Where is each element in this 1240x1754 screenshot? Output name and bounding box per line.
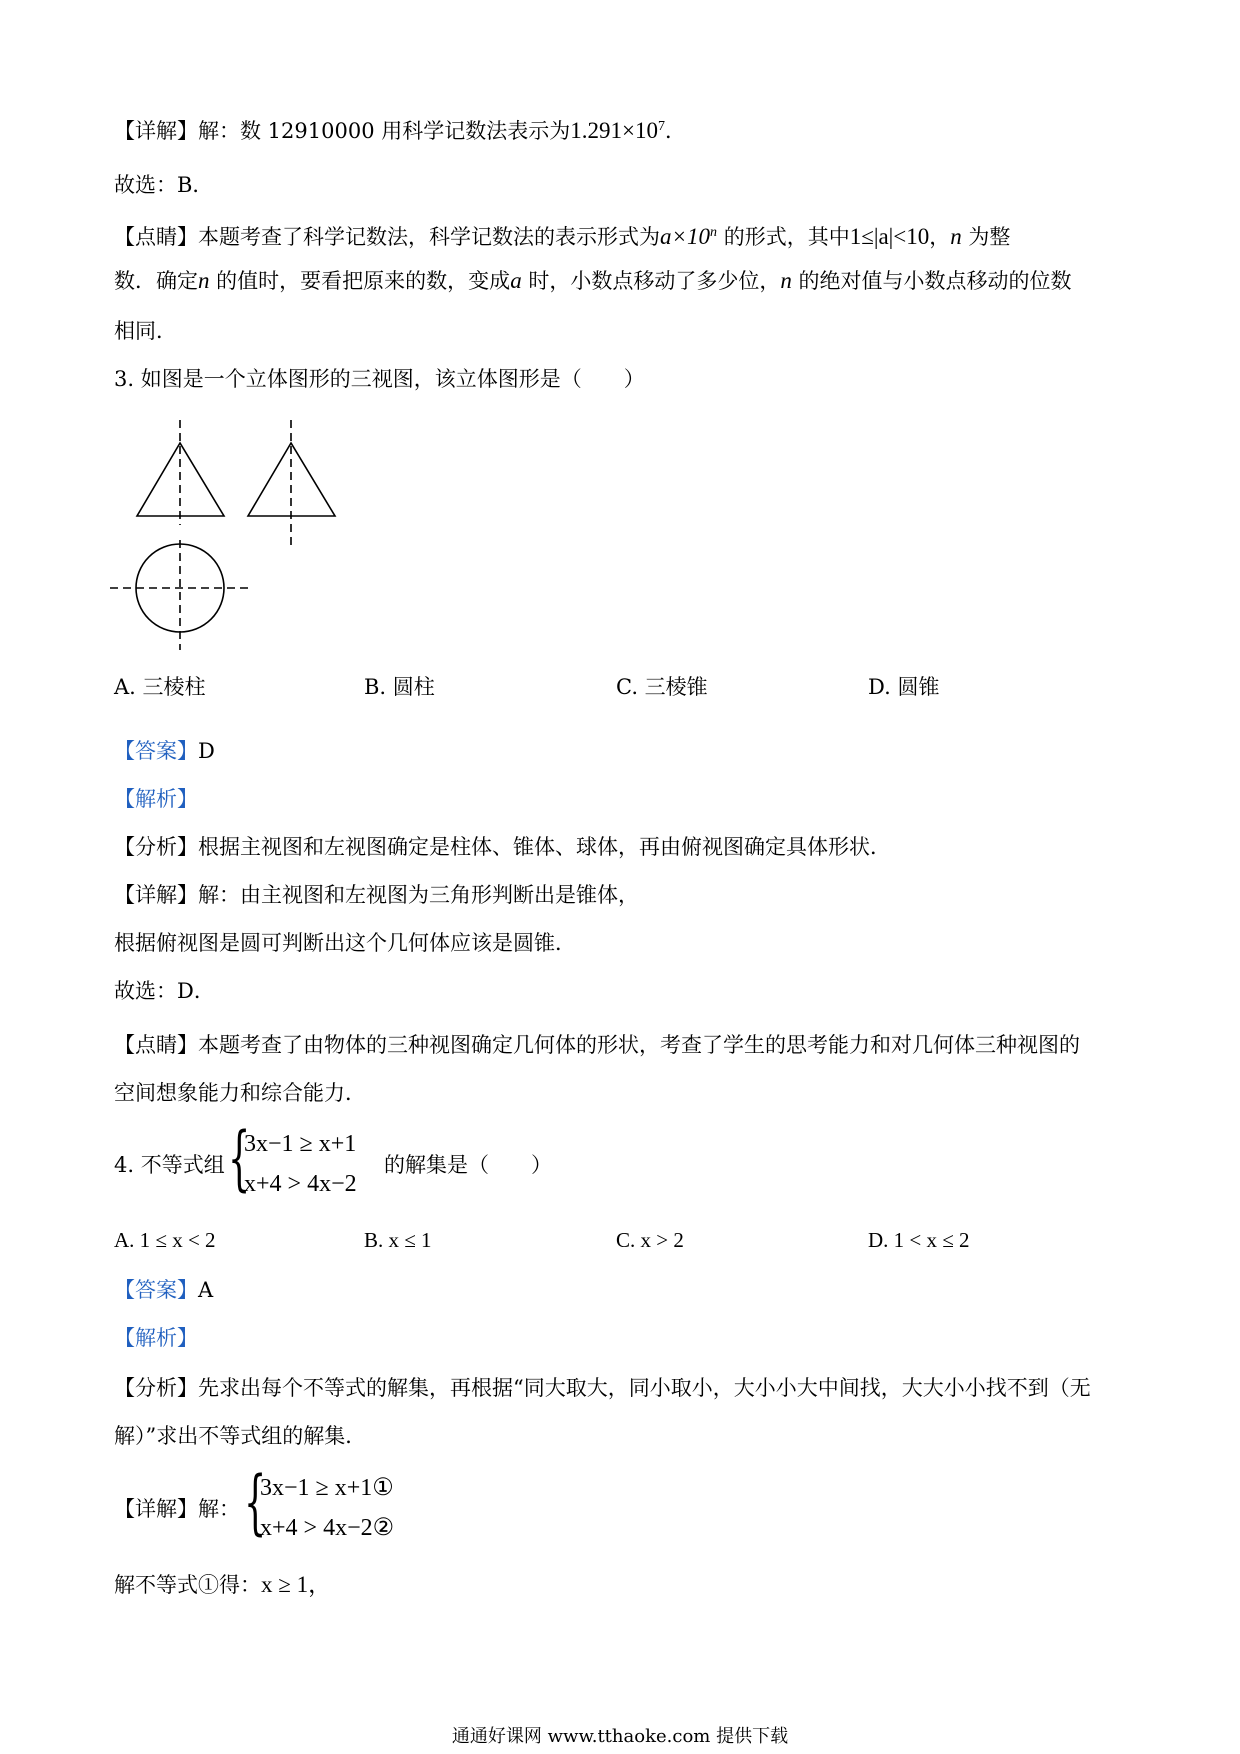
q4-detail-ineq1: 3x−1 ≥ x+1①	[260, 1475, 394, 1501]
q2-tip1-c: ，	[929, 225, 951, 249]
page-footer: 通通好课网 www.tthaoke.com 提供下载	[451, 1726, 789, 1747]
q4-solve1-value: x ≥ 1，	[261, 1572, 332, 1597]
q4-solve1	[114, 1570, 331, 1600]
q2-tip2-n: n	[198, 268, 210, 293]
q4-answer-value: A	[198, 1278, 214, 1302]
q3-choose: 故选：D．	[114, 979, 215, 1003]
q4-system	[244, 1124, 357, 1204]
q2-tip1-b: 的形式，其中	[717, 225, 850, 249]
q4-stem-suffix: 的解集是（ ）	[384, 1153, 552, 1177]
q2-tip1-d: 为整	[961, 225, 1011, 249]
q2-detail-text: 【详解】解：数 12910000 用科学记数法表示为	[114, 119, 571, 143]
q3-tip1: 【点睛】本题考查了由物体的三种视图确定几何体的形状，考查了学生的思考能力和对几何体三种视图的	[114, 1033, 1080, 1057]
q2-tip1-formula: a×10	[660, 224, 711, 249]
q3-option-b: B. 圆柱	[364, 675, 435, 699]
q3-detail2: 根据俯视图是圆可判断出这个几何体应该是圆锥．	[114, 931, 576, 955]
q4-answer-label: 【答案】	[114, 1278, 198, 1302]
q4-detail-brace: {	[244, 1461, 267, 1543]
q4-option-a: A. 1 ≤ x < 2	[114, 1228, 216, 1252]
q2-tip2-b: 的值时，要看把原来的数，变成	[209, 269, 511, 293]
q3-detail1: 【详解】解：由主视图和左视图为三角形判断出是锥体，	[114, 883, 639, 907]
q3-option-a: A. 三棱柱	[114, 675, 206, 699]
q4-fenxi1: 【分析】先求出每个不等式的解集，再根据“同大取大，同小取小，大小小大中间找，大大小小找不到（无	[114, 1376, 1091, 1400]
q4-solve1-prefix: 解不等式①得：	[114, 1573, 261, 1597]
q3-fenxi: 【分析】根据主视图和左视图确定是柱体、锥体、球体，再由俯视图确定具体形状．	[114, 835, 891, 859]
q2-detail-exp: 7	[657, 119, 665, 134]
q2-tip2-d: 的绝对值与小数点移动的位数	[791, 269, 1072, 293]
q3-answer-label: 【答案】	[114, 739, 198, 763]
q2-tip1-exp: n	[710, 225, 718, 240]
q4-fenxi2: 解）”求出不等式组的解集．	[114, 1424, 367, 1448]
q4-stem-prefix: 4. 不等式组	[114, 1153, 225, 1177]
q2-tip1-n: n	[950, 224, 962, 249]
q3-answer	[114, 736, 215, 766]
three-view-figure	[100, 415, 360, 655]
q2-detail-value: 1.291×10	[570, 118, 658, 143]
q4-analysis-label: 【解析】	[114, 1326, 198, 1350]
q4-option-b: B. x ≤ 1	[364, 1228, 432, 1252]
q2-tip1-a: 【点睛】本题考查了科学记数法，科学记数法的表示形式为	[114, 225, 660, 249]
q4-option-c: C. x > 2	[616, 1228, 684, 1252]
q3-analysis-label: 【解析】	[114, 787, 198, 811]
q3-option-c: C. 三棱锥	[616, 675, 708, 699]
q2-tip2-c: 时，小数点移动了多少位，	[521, 269, 781, 293]
q2-detail-end: ．	[664, 119, 686, 143]
q2-tip2-n2: n	[780, 268, 792, 293]
q3-answer-value: D	[198, 739, 215, 763]
q2-choose: 故选：B．	[114, 173, 214, 197]
q2-tip-line3: 相同．	[114, 319, 177, 343]
q3-option-d: D. 圆锥	[868, 675, 940, 699]
q2-tip-line1	[114, 218, 1010, 252]
q2-tip1-range: 1≤|a|<10	[849, 224, 930, 249]
q4-ineq1: 3x−1 ≥ x+1	[244, 1131, 357, 1157]
q3-tip2: 空间想象能力和综合能力．	[114, 1081, 366, 1105]
q4-detail-ineq2: x+4 > 4x−2②	[260, 1515, 395, 1541]
q2-tip-line2	[114, 266, 1072, 296]
q4-option-d: D. 1 < x ≤ 2	[868, 1228, 970, 1252]
q4-ineq2: x+4 > 4x−2	[244, 1171, 357, 1197]
q2-tip2-a2: a	[510, 268, 522, 293]
q2-detail	[114, 112, 686, 146]
q2-tip2-a: 数．确定	[114, 269, 198, 293]
q4-answer	[114, 1275, 213, 1305]
q3-stem: 3. 如图是一个立体图形的三视图，该立体图形是（ ）	[114, 367, 645, 391]
q4-detail-system	[260, 1468, 394, 1548]
q4-stem-brace: {	[228, 1117, 251, 1199]
q4-detail-prefix: 【详解】解：	[114, 1497, 240, 1521]
